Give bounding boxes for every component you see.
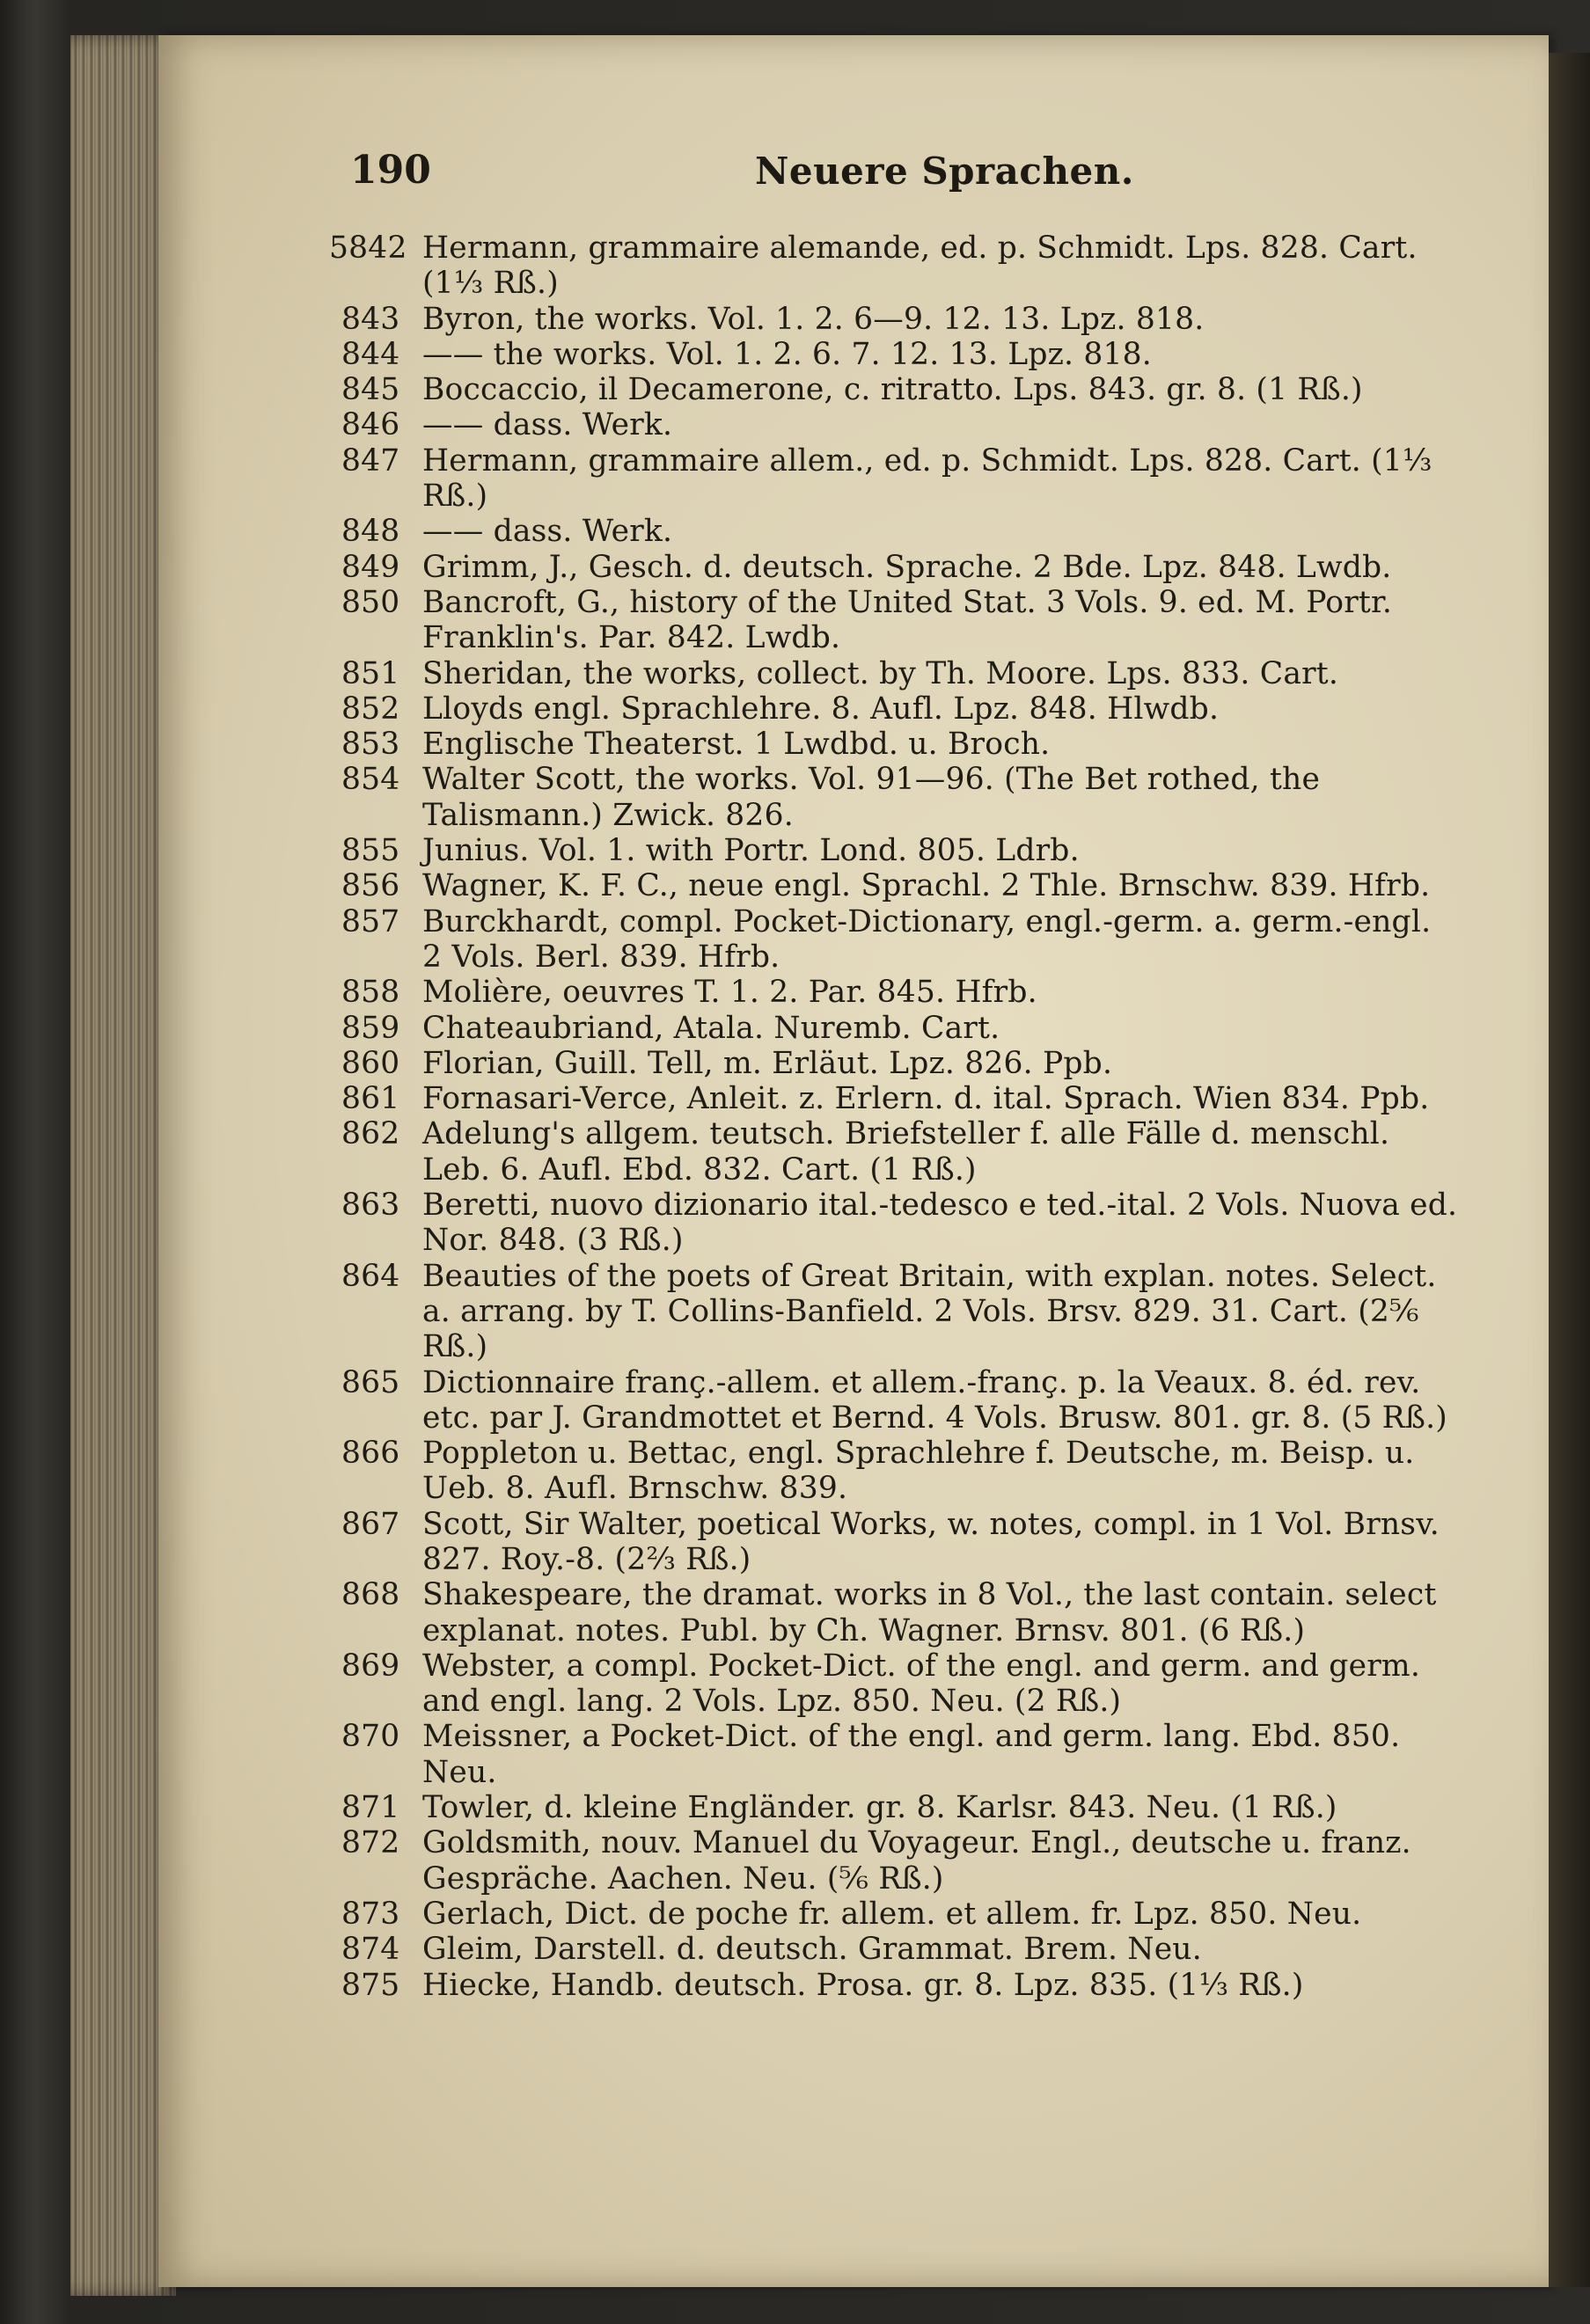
catalog-entry	[341, 1188, 1459, 1259]
catalog-entry	[341, 1825, 1459, 1896]
catalog-entry	[341, 691, 1459, 727]
entry-number: 858	[341, 975, 400, 1011]
catalog-entry	[341, 833, 1459, 868]
entry-text: Wagner, K. F. C., neue engl. Sprachl. 2 Thle. Brnschw. 839. Hfrb.	[422, 868, 1431, 904]
catalog-entry	[341, 1719, 1459, 1790]
entry-number: 847	[341, 442, 400, 479]
catalog-entry	[341, 372, 1459, 407]
entry-text: Gleim, Darstell. d. deutsch. Grammat. Brem. Neu.	[422, 1932, 1202, 1968]
catalog-entry	[341, 443, 1459, 515]
catalog-entries	[329, 230, 1459, 2003]
entry-number: 848	[341, 514, 400, 550]
entry-number: 869	[341, 1648, 400, 1684]
entry-number: 864	[341, 1258, 400, 1294]
entry-number: 849	[341, 549, 400, 585]
running-title: Neuere Sprachen.	[755, 150, 1134, 193]
entry-number: 853	[341, 727, 400, 763]
entry-number: 850	[341, 584, 400, 620]
entry-text: Dictionnaire franç.-allem. et allem.-franç. p. la Veaux. 8. éd. rev. etc. par J. Grandmottet et Bernd. 4 Vols. Brusw. 801. gr. 8. (5 Rß.)	[422, 1364, 1447, 1436]
entry-text: Byron, the works. Vol. 1. 2. 6—9. 12. 13. Lpz. 818.	[422, 301, 1205, 337]
entry-text: Poppleton u. Bettac, engl. Sprachlehre f. Deutsche, m. Beisp. u. Ueb. 8. Aufl. Brnschw. 839.	[422, 1436, 1415, 1507]
entry-text: Junius. Vol. 1. with Portr. Lond. 805. Ldrb.	[422, 833, 1080, 869]
entry-number: 5842	[329, 230, 407, 266]
entry-number: 874	[341, 1932, 400, 1968]
catalog-entry	[341, 1968, 1459, 2003]
entry-number: 851	[341, 655, 400, 691]
entry-number: 865	[341, 1364, 400, 1400]
page-number: 190	[350, 148, 431, 193]
entry-text: Goldsmith, nouv. Manuel du Voyageur. Engl., deutsche u. franz. Gespräche. Aachen. Neu. (⅚ Rß.)	[422, 1825, 1411, 1896]
entry-number: 866	[341, 1436, 400, 1472]
catalog-entry	[341, 1577, 1459, 1648]
catalog-entry	[341, 514, 1459, 549]
catalog-entry	[341, 762, 1459, 833]
entry-text: Towler, d. kleine Engländer. gr. 8. Karlsr. 843. Neu. (1 Rß.)	[422, 1790, 1337, 1826]
entry-text: Hiecke, Handb. deutsch. Prosa. gr. 8. Lpz. 835. (1⅓ Rß.)	[422, 1967, 1304, 2003]
entry-number: 843	[341, 301, 400, 337]
catalog-entry	[341, 1046, 1459, 1081]
catalog-entry	[329, 230, 1459, 302]
entry-number: 861	[341, 1081, 400, 1117]
entry-text: Meissner, a Pocket-Dict. of the engl. and germ. lang. Ebd. 850. Neu.	[422, 1719, 1401, 1790]
entry-text: Shakespeare, the dramat. works in 8 Vol., the last contain. select explanat. notes. Publ. by Ch. Wagner. Brnsv. 801. (6 Rß.)	[422, 1577, 1437, 1648]
catalog-entry	[341, 585, 1459, 656]
entry-number: 872	[341, 1825, 400, 1861]
entry-text: Beretti, nuovo dizionario ital.-tedesco e ted.-ital. 2 Vols. Nuova ed. Nor. 848. (3 Rß.)	[422, 1188, 1458, 1259]
catalog-entry	[341, 1932, 1459, 1967]
catalog-entry	[341, 1011, 1459, 1046]
entry-number: 860	[341, 1045, 400, 1081]
entry-number: 852	[341, 691, 400, 727]
entry-text: Molière, oeuvres T. 1. 2. Par. 845. Hfrb.	[422, 975, 1037, 1011]
entry-text: Boccaccio, il Decamerone, c. ritratto. Lps. 843. gr. 8. (1 Rß.)	[422, 372, 1363, 408]
entry-number: 859	[341, 1010, 400, 1046]
entry-text: Sheridan, the works, collect. by Th. Moore. Lps. 833. Cart.	[422, 655, 1339, 691]
catalog-entry	[341, 975, 1459, 1010]
page-edge-shadow	[1549, 53, 1590, 2287]
catalog-entry	[341, 1259, 1459, 1365]
catalog-entry	[341, 407, 1459, 442]
entry-number: 856	[341, 868, 400, 904]
catalog-entry	[341, 1648, 1459, 1720]
catalog-entry	[341, 727, 1459, 762]
catalog-entry	[341, 1790, 1459, 1825]
entry-text: —— the works. Vol. 1. 2. 6. 7. 12. 13. Lpz. 818.	[422, 336, 1152, 372]
catalog-entry	[341, 1365, 1459, 1436]
entry-text: Florian, Guill. Tell, m. Erläut. Lpz. 826. Ppb.	[422, 1045, 1113, 1081]
entry-number: 845	[341, 372, 400, 408]
entry-text: Adelung's allgem. teutsch. Briefsteller f. alle Fälle d. menschl. Leb. 6. Aufl. Ebd. 832. Cart. (1 Rß.)	[422, 1116, 1390, 1188]
catalog-entry	[341, 1081, 1459, 1116]
entry-number: 854	[341, 762, 400, 798]
catalog-entry	[341, 1116, 1459, 1188]
catalog-entry	[341, 904, 1459, 976]
entry-number: 871	[341, 1790, 400, 1826]
entry-text: —— dass. Werk.	[422, 407, 673, 443]
entry-number: 873	[341, 1896, 400, 1932]
entry-number: 855	[341, 833, 400, 869]
catalog-entry	[341, 302, 1459, 337]
entry-number: 862	[341, 1116, 400, 1152]
entry-number: 868	[341, 1577, 400, 1613]
catalog-entry	[341, 656, 1459, 691]
entry-text: Chateaubriand, Atala. Nuremb. Cart.	[422, 1010, 1000, 1046]
entry-number: 867	[341, 1506, 400, 1542]
entry-text: Scott, Sir Walter, poetical Works, w. notes, compl. in 1 Vol. Brnsv. 827. Roy.-8. (2⅔ Rß.)	[422, 1506, 1440, 1577]
entry-number: 870	[341, 1719, 400, 1755]
entry-text: Lloyds engl. Sprachlehre. 8. Aufl. Lpz. 848. Hlwdb.	[422, 691, 1220, 727]
entry-text: Walter Scott, the works. Vol. 91—96. (The Bet rothed, the Talismann.) Zwick. 826.	[422, 762, 1321, 833]
catalog-entry	[341, 337, 1459, 372]
entry-text: Fornasari-Verce, Anleit. z. Erlern. d. ital. Sprach. Wien 834. Ppb.	[422, 1081, 1430, 1117]
entry-text: Hermann, grammaire allem., ed. p. Schmidt. Lps. 828. Cart. (1⅓ Rß.)	[422, 442, 1432, 515]
entry-text: Beauties of the poets of Great Britain, with explan. notes. Select. a. arrang. by T. Collins-Banfield. 2 Vols. Brsv. 829. 31. Cart. (2⅚ Rß.)	[422, 1258, 1437, 1365]
entry-text: —— dass. Werk.	[422, 514, 673, 550]
entry-text: Webster, a compl. Pocket-Dict. of the engl. and germ. and germ. and engl. lang. 2 Vols. Lpz. 850. Neu. (2 Rß.)	[422, 1648, 1420, 1720]
entry-number: 844	[341, 336, 400, 372]
catalog-entry	[341, 550, 1459, 585]
catalog-entry	[341, 1436, 1459, 1507]
entry-number: 875	[341, 1967, 400, 2003]
catalog-entry	[341, 868, 1459, 903]
entry-text: Grimm, J., Gesch. d. deutsch. Sprache. 2 Bde. Lpz. 848. Lwdb.	[422, 549, 1392, 585]
entry-text: Englische Theaterst. 1 Lwdbd. u. Broch.	[422, 727, 1051, 763]
entry-text: Gerlach, Dict. de poche fr. allem. et allem. fr. Lpz. 850. Neu.	[422, 1896, 1362, 1932]
catalog-entry	[341, 1507, 1459, 1578]
catalog-entry	[341, 1896, 1459, 1932]
entry-text: Hermann, grammaire alemande, ed. p. Schmidt. Lps. 828. Cart. (1⅓ Rß.)	[422, 230, 1418, 302]
entry-number: 857	[341, 903, 400, 939]
entry-text: Bancroft, G., history of the United Stat. 3 Vols. 9. ed. M. Portr. Franklin's. Par. 842. Lwdb.	[422, 584, 1393, 656]
entry-text: Burckhardt, compl. Pocket-Dictionary, engl.-germ. a. germ.-engl. 2 Vols. Berl. 839. Hfrb.	[422, 903, 1432, 975]
page-header	[350, 148, 1441, 209]
entry-number: 863	[341, 1188, 400, 1224]
entry-number: 846	[341, 407, 400, 443]
